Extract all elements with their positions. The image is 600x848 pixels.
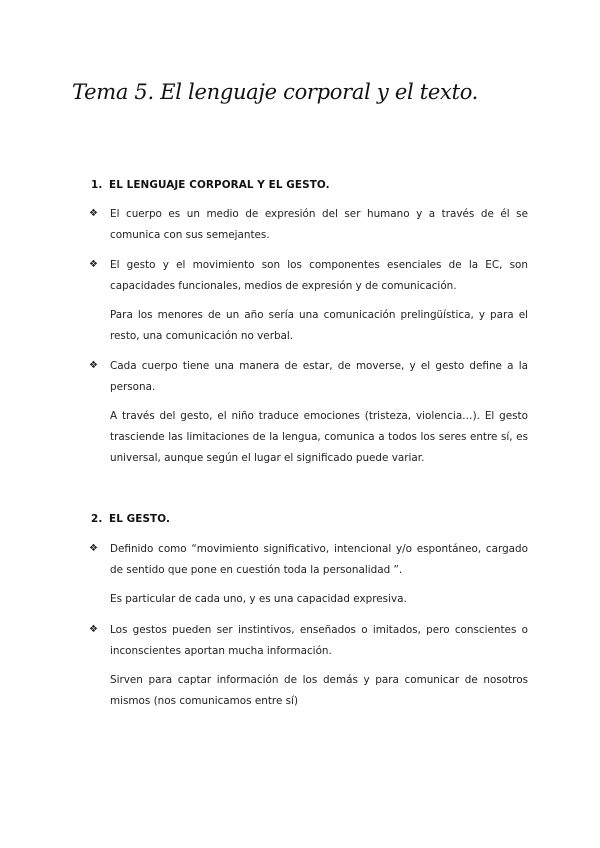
section-2-paragraph-4: Sirven para captar información de los demás y para comunicar de nosotros mismos (nos comunicamos entre sí) [110, 674, 528, 707]
section-1-paragraph-3: Para los menores de un año sería una comunicación prelingüística, y para el resto, una comunicación no verbal. [110, 309, 528, 342]
section-2-heading [91, 513, 170, 525]
section-1-number: 1. [91, 179, 103, 191]
bullet-icon: ❖ [89, 208, 98, 219]
section-1-paragraph-5: A través del gesto, el niño traduce emociones (tristeza, violencia…). El gesto trasciende las limitaciones de la lengua, comunica a todos los seres entre sí, es universal, aunque según el lugar el significado puede variar. [110, 410, 528, 464]
section-1-heading [91, 179, 330, 191]
section-1-paragraph-4: Cada cuerpo tiene una manera de estar, de moverse, y el gesto define a la persona. [110, 360, 528, 393]
bullet-icon: ❖ [89, 259, 98, 270]
section-1-paragraph-2: El gesto y el movimiento son los componentes esenciales de la EC, son capacidades funcionales, medios de expresión y de comunicación. [110, 259, 528, 292]
section-2-paragraph-3: Los gestos pueden ser instintivos, enseñados o imitados, pero conscientes o inconscientes aportan mucha información. [110, 624, 528, 657]
section-1-title: EL LENGUAJE CORPORAL Y EL GESTO. [109, 179, 330, 191]
section-2-number: 2. [91, 513, 103, 525]
section-2-paragraph-1: Definido como “movimiento significativo, intencional y/o espontáneo, cargado de sentido que pone en cuestión toda la personalidad ”. [110, 543, 528, 576]
document-title: Tema 5. El lenguaje corporal y el texto. [72, 80, 479, 104]
section-2-paragraph-2: Es particular de cada uno, y es una capacidad expresiva. [110, 593, 407, 605]
bullet-icon: ❖ [89, 624, 98, 635]
section-2-title: EL GESTO. [109, 513, 170, 525]
bullet-icon: ❖ [89, 360, 98, 371]
section-1-paragraph-1: El cuerpo es un medio de expresión del ser humano y a través de él se comunica con sus semejantes. [110, 208, 528, 241]
bullet-icon: ❖ [89, 543, 98, 554]
